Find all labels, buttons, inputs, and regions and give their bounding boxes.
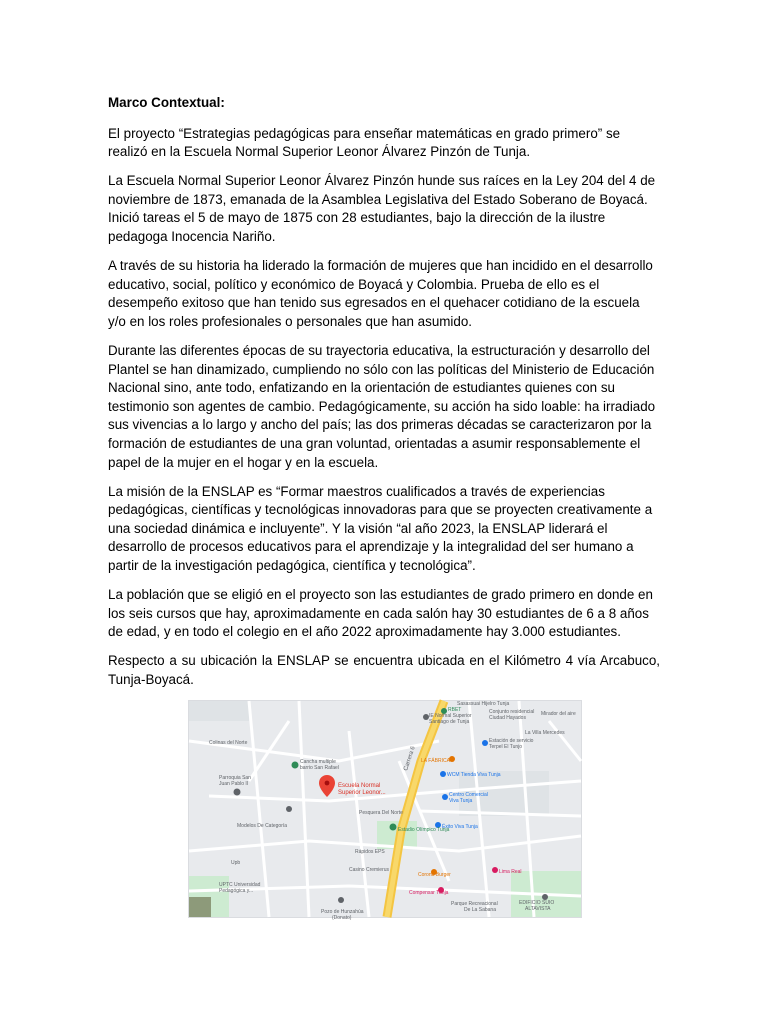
label-uptc-2: Pedagógica y... xyxy=(219,888,254,894)
label-pesquera: Pesquera Del Norte xyxy=(359,810,403,816)
label-ie-normal-2: Santiago de Tunja xyxy=(429,719,470,725)
pin-label-line2: Superior Leonor... xyxy=(338,790,386,796)
label-cancha-2: barrio San Rafael xyxy=(300,765,339,771)
label-colinas: Colinas del Norte xyxy=(209,740,248,746)
label-wcm: WCM Tienda Viva Tunja xyxy=(447,772,501,778)
paragraph-mission-vision: La misión de la ENSLAP es “Formar maestros cualificados a través de experiencias pedagógicas, científicas y tecnológicas innovadoras para que se proyecten creativamente a una sociedad dinámica e incluyente”. Y la visión “al año 2023, la ENSLAP liderará el desarrollo de procesos educativos para el aprendizaje y la integralidad del ser humano a partir de la investigación pedagógica, científica y tecnológica”. xyxy=(108,483,653,574)
shop-marker-icon[interactable] xyxy=(440,771,446,777)
map-canvas[interactable] xyxy=(189,701,581,921)
label-compensar: Compensar Tunja xyxy=(409,890,449,896)
label-lima-real: Lima Real xyxy=(499,869,522,875)
label-estacion-2: Terpel El Tunjo xyxy=(489,744,523,750)
label-rbet: RBET xyxy=(448,707,462,713)
label-coronas: Corona Burger xyxy=(418,872,451,878)
shop-marker-icon[interactable] xyxy=(286,806,292,812)
label-estacion-1: Estación de servicio xyxy=(489,738,534,744)
shop-marker-icon[interactable] xyxy=(492,867,498,873)
stadium-marker-icon[interactable] xyxy=(390,824,397,831)
label-ie-normal-1: IE Normal Superior xyxy=(429,713,472,719)
paragraph-location: Respecto a su ubicación la ENSLAP se encuentra ubicada en el Kilómetro 4 vía Arcabuco, Tunja-Boyacá. xyxy=(108,653,660,688)
paragraph-project: El proyecto “Estrategias pedagógicas para enseñar matemáticas en grado primero” se realizó en la Escuela Normal Superior Leonor Álvarez Pinzón de Tunja. xyxy=(108,125,621,160)
label-estadio: Estadio Olímpico Tunja xyxy=(398,827,450,833)
sports-marker-icon[interactable] xyxy=(292,762,299,769)
label-edificio-2: ALTAVISTA xyxy=(525,906,551,912)
paragraph-history-origin: La Escuela Normal Superior Leonor Álvarez Pinzón hunde sus raíces en la Ley 204 del 4 de noviembre de 1873, emanada de la Asamblea Legislativa del Estado Soberano de Boyacá. Inició tareas el 5 de mayo de 1875 con 28 estudiantes, bajo la dirección de la ilustre pedagoga Inocencia Nariño. xyxy=(108,173,656,245)
label-mirador: Mirador del aire xyxy=(541,711,576,717)
label-centro-com-1: Centro Comercial xyxy=(449,792,488,798)
block-area xyxy=(189,701,249,721)
label-la-fabrica: LA FÁBRICA xyxy=(421,758,450,764)
church-marker-icon[interactable] xyxy=(234,789,241,796)
mall-marker-icon[interactable] xyxy=(442,794,448,800)
section-heading: Marco Contextual: xyxy=(108,95,225,110)
label-parroquia-2: Juan Pablo II xyxy=(219,781,249,787)
label-centro-com-2: Viva Tunja xyxy=(449,798,473,804)
label-cancha-1: Cancha multiple xyxy=(300,759,336,765)
label-uptc-1: UPTC Universidad xyxy=(219,882,261,888)
fuel-marker-icon[interactable] xyxy=(482,740,488,746)
label-upb: Upb xyxy=(231,860,241,866)
label-rapidos: Rápidos EPS xyxy=(355,849,385,855)
label-parque-2: De La Sabana xyxy=(464,907,496,913)
label-edificio-1: EDIFICIO SUIO xyxy=(519,900,555,906)
paragraph-trajectory: Durante las diferentes épocas de su trayectoria educativa, la estructuración y desarrollo del Plantel se han dinamizado, cumpliendo no sólo con las políticas del Ministerio de Educación Nacional sino, ante todo, enfatizando en la orientación de estudiantes quienes con su testimonio son agentes de cambio. Pedagógicamente, su acción ha sido loable: ha irradiado sus vivencias a lo largo y ancho del país; las dos primeras décadas se caracterizaron por la formación de estudiantes de una gran voluntad, orientadas a asumir responsablemente el papel de la mujer en el hogar y en la escuela. xyxy=(108,343,656,470)
label-conjunto-2: Ciudad Hayados xyxy=(489,715,526,721)
label-pozo-2: (Donato) xyxy=(332,915,352,921)
label-exito: Éxito Viva Tunja xyxy=(442,824,478,830)
paragraph-history-women: A través de su historia ha liderado la formación de mujeres que han incidido en el desarrollo educativo, social, político y económico de Boyacá y Colombia. Prueba de ello es el desempeño exitoso que han tenido sus egresados en el quehacer cotidiano de la escuela y/o en los roles profesionales o personales que han asumido. xyxy=(108,258,653,329)
label-conjunto-1: Conjunto residencial xyxy=(489,709,535,715)
landmark-marker-icon[interactable] xyxy=(338,897,344,903)
document-body xyxy=(108,94,660,700)
label-modelos: Modelos De Categoría xyxy=(237,823,288,829)
location-map[interactable] xyxy=(188,700,582,921)
label-pozo-1: Pozo de Hunzahúa xyxy=(321,909,364,915)
label-soacasa: Sasassuai Hijelro Tunja xyxy=(457,701,510,707)
label-parque-1: Parque Recreacional xyxy=(451,901,498,907)
paragraph-population: La población que se eligió en el proyecto son las estudiantes de grado primero en donde en los seis cursos que hay, aproximadamente en cada salón hay 30 estudiantes de 6 a 8 años de edad, y en todo el colegio en el año 2022 aproximadamente hay 3.000 estudiantes. xyxy=(108,587,653,640)
label-villa-mercedes: La Villa Mercedes xyxy=(525,730,565,736)
road-label: Carrera 6 xyxy=(403,745,417,772)
pin-label-line1: Escuela Normal xyxy=(338,783,381,789)
street-view-thumbnail[interactable] xyxy=(189,897,211,917)
label-casino: Casino Cremierus xyxy=(349,867,390,873)
label-parroquia-1: Parroquia San xyxy=(219,775,251,781)
